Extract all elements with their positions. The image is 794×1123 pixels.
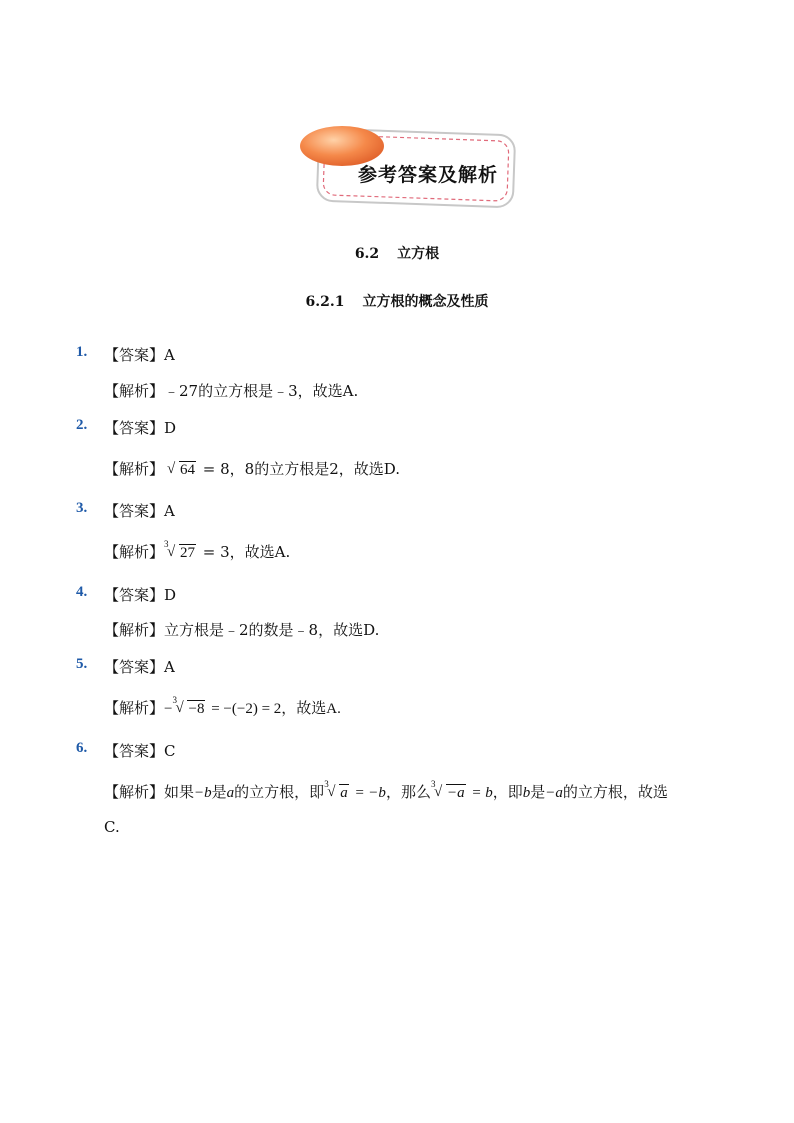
analysis-text: 立方根是﹣2的数是﹣8，故选D. xyxy=(164,621,380,639)
math-term: = b xyxy=(467,785,493,801)
square-root: √ 64 xyxy=(167,461,196,478)
analysis-text: 如果 xyxy=(164,783,195,801)
math-term: a xyxy=(226,785,235,801)
analysis-text: 是 xyxy=(211,783,227,801)
question-number: 1. xyxy=(76,344,88,360)
analysis-label: 【解析】 xyxy=(104,543,165,561)
cube-root: 3 √ −a xyxy=(430,779,465,801)
analysis-rest: = 8，8的立方根是2，故选D. xyxy=(198,460,401,478)
radicand: 27 xyxy=(180,545,196,561)
analysis-text: ，那么 xyxy=(385,783,431,801)
analysis-label: 【解析】 xyxy=(104,783,165,801)
answer-banner xyxy=(298,124,520,208)
subsection-title: 立方根的概念及性质 xyxy=(362,294,489,310)
subsection-heading xyxy=(0,291,794,311)
root-index: 3 xyxy=(172,695,177,705)
answer-line: 【答案】C xyxy=(104,742,176,760)
radicand: −a xyxy=(446,785,465,801)
answer-line: 【答案】D xyxy=(104,419,177,437)
analysis-text: 的立方根，即 xyxy=(234,783,325,801)
analysis-text: 的立方根，故选 xyxy=(562,783,668,801)
cube-root: 3 √ 27 xyxy=(164,539,196,561)
minus-sign: − xyxy=(164,701,173,717)
question-number: 4. xyxy=(76,584,88,600)
analysis-text: 是 xyxy=(530,783,546,801)
math-term: b xyxy=(522,785,531,801)
answer-line: 【答案】A xyxy=(104,502,175,520)
answer-line: 【答案】A xyxy=(104,658,175,676)
analysis-line xyxy=(104,781,668,802)
analysis-line xyxy=(104,697,341,718)
question-number: 5. xyxy=(76,656,88,672)
cube-root: 3 √ −8 xyxy=(172,695,205,717)
analysis-continuation: C. xyxy=(104,818,120,836)
question-number: 6. xyxy=(76,740,88,756)
math-term: = −b xyxy=(350,785,386,801)
analysis-line xyxy=(104,541,290,562)
analysis-label: 【解析】 xyxy=(104,460,165,478)
analysis-line xyxy=(104,380,358,401)
analysis-label: 【解析】 xyxy=(104,621,165,639)
radicand: −8 xyxy=(188,701,205,717)
answer-line: 【答案】D xyxy=(104,586,177,604)
section-heading xyxy=(0,243,794,263)
analysis-line xyxy=(104,458,400,479)
section-title: 立方根 xyxy=(397,246,440,262)
subsection-number: 6.2.1 xyxy=(305,294,345,310)
analysis-rest: = −(−2) = 2，故选A. xyxy=(207,701,341,717)
analysis-rest: = 3，故选A. xyxy=(198,543,291,561)
math-term: −a xyxy=(545,785,563,801)
cube-root: 3 √ a xyxy=(324,779,348,801)
root-index: 3 xyxy=(430,779,436,789)
radicand: a xyxy=(340,785,348,801)
answer-line: 【答案】A xyxy=(104,346,175,364)
root-index: 3 xyxy=(324,779,329,789)
analysis-label: 【解析】 xyxy=(104,382,165,400)
root-index: 3 xyxy=(164,539,169,549)
analysis-text: ﹣27的立方根是﹣3，故选A. xyxy=(164,382,359,400)
analysis-line xyxy=(104,619,379,640)
radicand: 64 xyxy=(180,462,196,478)
math-term: −b xyxy=(194,785,212,801)
banner-title: 参考答案及解析 xyxy=(357,164,498,186)
analysis-text: ，即 xyxy=(492,783,523,801)
analysis-label: 【解析】 xyxy=(104,699,165,717)
question-number: 3. xyxy=(76,500,88,516)
section-number: 6.2 xyxy=(354,246,380,262)
question-number: 2. xyxy=(76,417,88,433)
